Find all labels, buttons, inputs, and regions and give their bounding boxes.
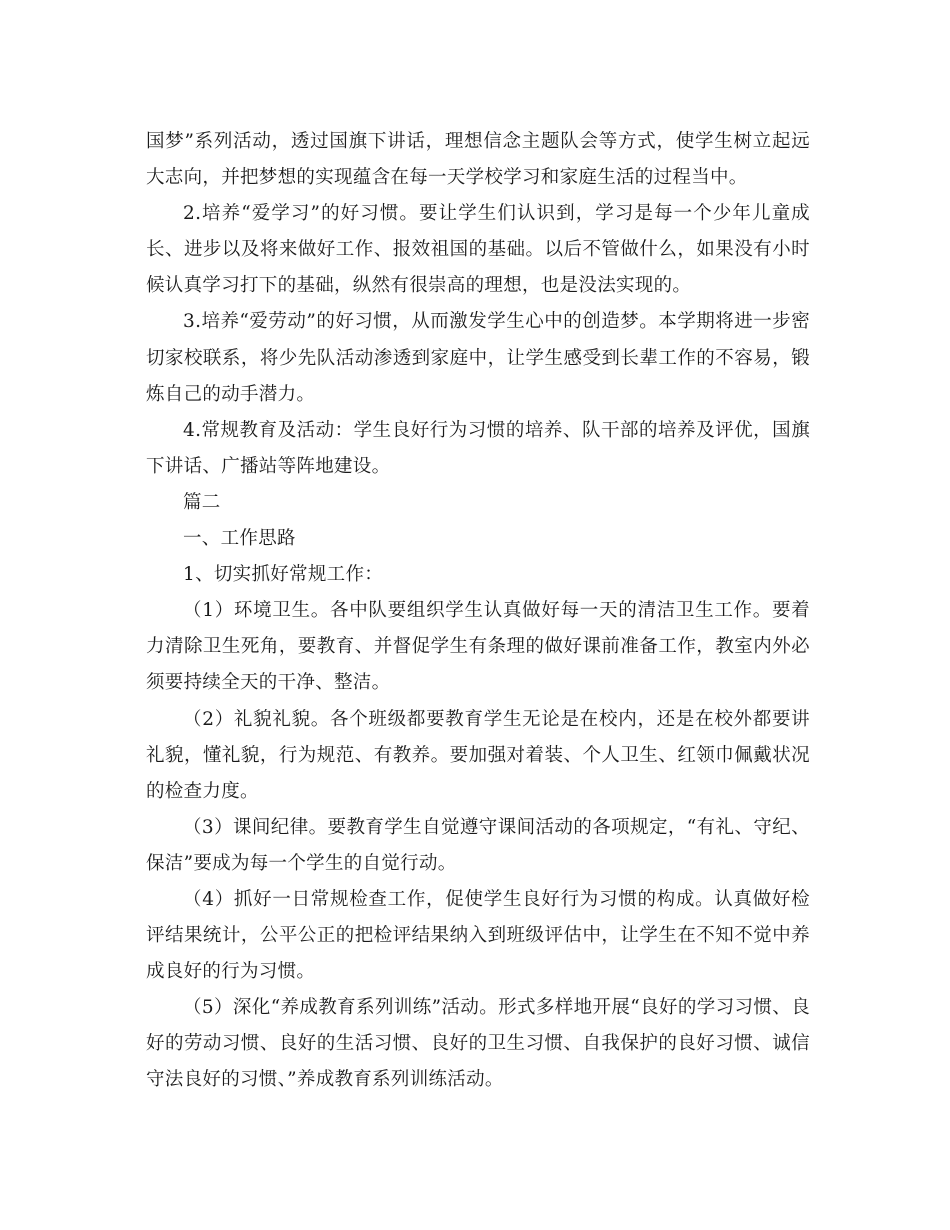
- paragraph-etiquette: （2）礼貌礼貌。各个班级都要教育学生无论是在校内，还是在校外都要讲礼貌，懂礼貌，行为规范、有教养。要加强对着装、个人卫生、红领巾佩戴状况的检查力度。: [146, 708, 810, 802]
- paragraph-love-learning: 2.培养“爱学习”的好习惯。要让学生们认识到，学习是每一个少年儿童成长、进步以及将来做好工作、报效祖国的基础。以后不管做什么，如果没有小时候认真学习打下的基础，纵然有很崇高的理想，也是没法实现的。: [146, 203, 810, 297]
- paragraph-love-labor: 3.培养“爱劳动”的好习惯，从而激发学生心中的创造梦。本学期将进一步密切家校联系，将少先队活动渗透到家庭中，让学生感受到长辈工作的不容易，锻炼自己的动手潜力。: [146, 311, 810, 405]
- paragraph-habit-training: （5）深化“养成教育系列训练”活动。形式多样地开展“良好的学习习惯、良好的劳动习惯、良好的生活习惯、良好的卫生习惯、自我保护的良好习惯、诚信守法良好的习惯、”养成教育系列训练活动。: [146, 997, 810, 1091]
- document-body: [146, 124, 810, 1099]
- paragraph-environment: （1）环境卫生。各中队要组织学生认真做好每一天的清洁卫生工作。要着力清除卫生死角，要教育、并督促学生有条理的做好课前准备工作，教室内外必须要持续全天的干净、整洁。: [146, 600, 810, 694]
- paragraph-daily-check: （4）抓好一日常规检查工作，促使学生良好行为习惯的构成。认真做好检评结果统计，公平公正的把检评结果纳入到班级评估中，让学生在不知不觉中养成良好的行为习惯。: [146, 888, 810, 983]
- paragraph-break-discipline: （3）课间纪律。要教育学生自觉遵守课间活动的各项规定，“有礼、守纪、保洁”要成为每一个学生的自觉行动。: [146, 816, 810, 874]
- paragraph-continued-dream: 国梦”系列活动，透过国旗下讲话，理想信念主题队会等方式，使学生树立起远大志向，并把梦想的实现蕴含在每一天学校学习和家庭生活的过程当中。: [146, 131, 810, 189]
- heading-work-ideas: 一、工作思路: [183, 528, 296, 550]
- paragraph-routine-education: 4.常规教育及活动：学生良好行为习惯的培养、队干部的培养及评优，国旗下讲话、广播站等阵地建设。: [146, 419, 810, 477]
- heading-routine-work: 1、切实抓好常规工作：: [183, 564, 384, 586]
- heading-part-two: 篇二: [183, 491, 221, 513]
